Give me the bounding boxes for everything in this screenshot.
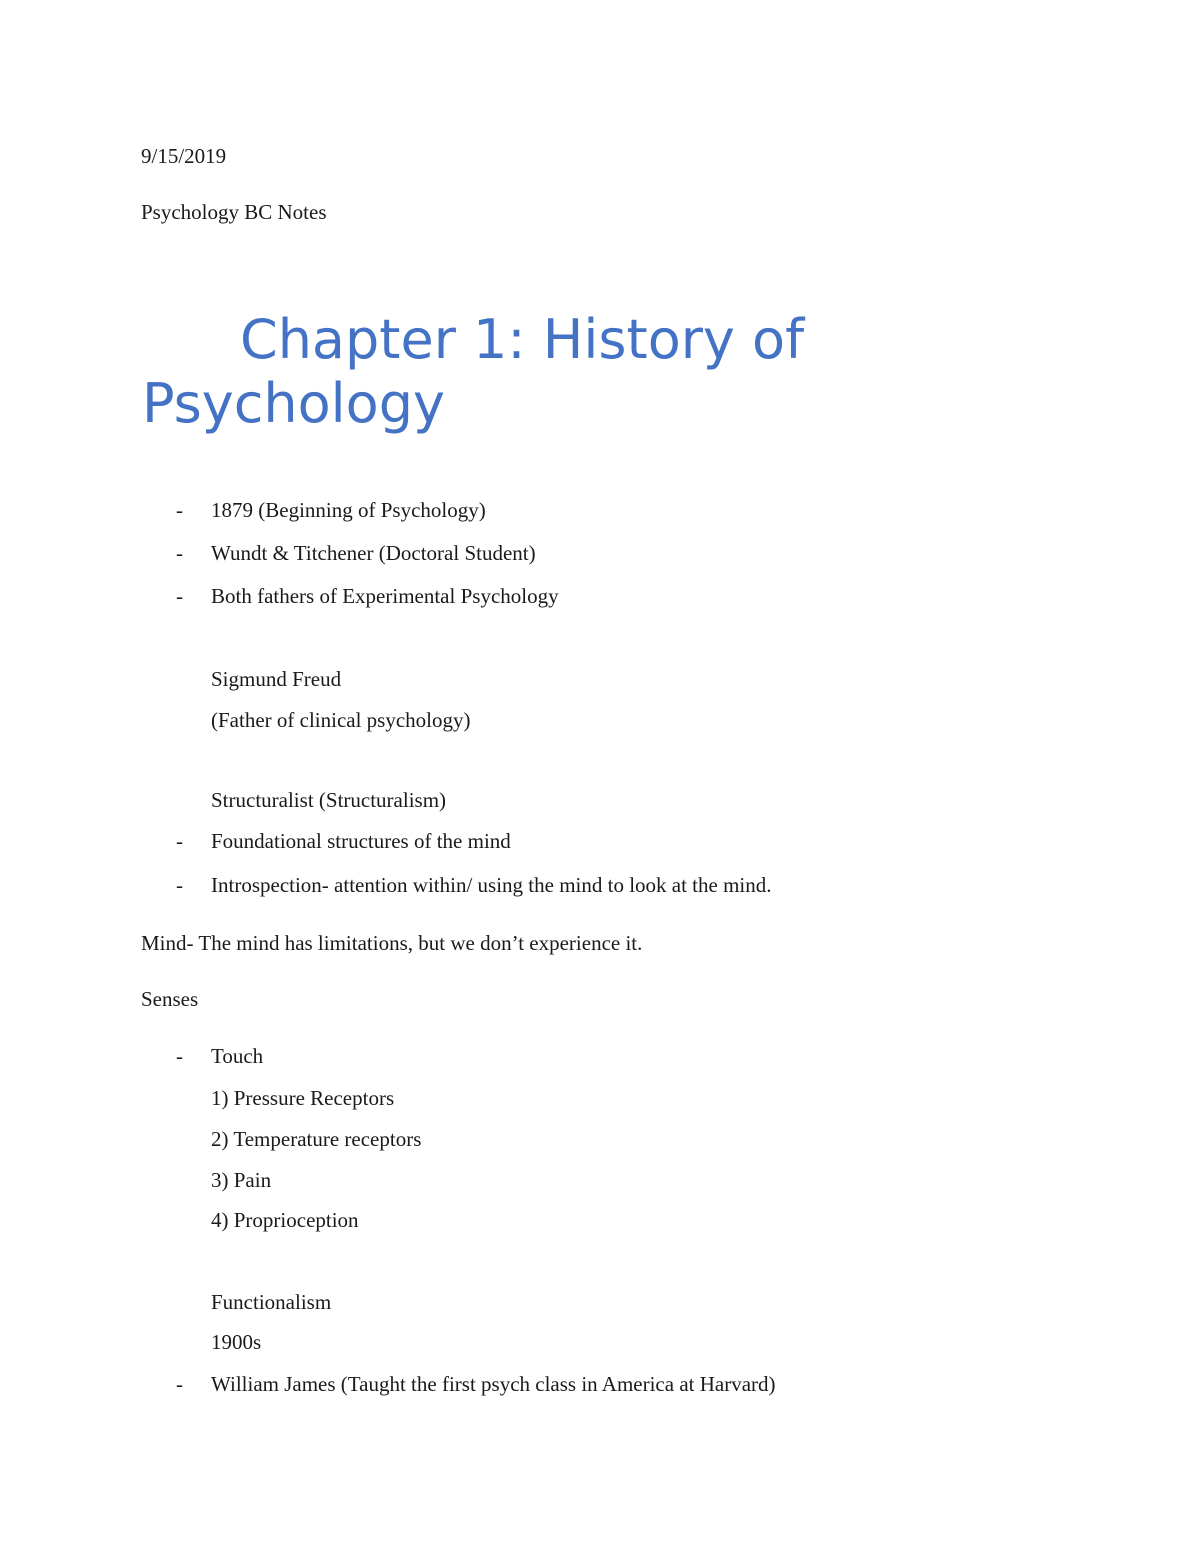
chapter-heading xyxy=(142,308,804,436)
touch-label: Touch xyxy=(211,1044,264,1068)
list-item: William James (Taught the first psych class in America at Harvard) xyxy=(211,1372,776,1396)
chapter-heading-line-1: Chapter 1: History of xyxy=(240,308,805,371)
touch-item: 3) Pain xyxy=(211,1168,272,1192)
bullet-dash: - xyxy=(176,541,183,565)
touch-item: 4) Proprioception xyxy=(211,1208,359,1232)
bullet-dash: - xyxy=(176,1044,183,1068)
bullet-dash: - xyxy=(176,829,183,853)
freud-name: Sigmund Freud xyxy=(211,667,342,691)
list-item: Introspection- attention within/ using the mind to look at the mind. xyxy=(211,873,772,897)
list-item: 1879 (Beginning of Psychology) xyxy=(211,498,486,522)
touch-item: 1) Pressure Receptors xyxy=(211,1086,395,1110)
list-item: Wundt & Titchener (Doctoral Student) xyxy=(211,541,536,565)
bullet-dash: - xyxy=(176,498,183,522)
mind-line: Mind- The mind has limitations, but we don’t experience it. xyxy=(141,931,643,955)
bullet-dash: - xyxy=(176,584,183,608)
list-item: Both fathers of Experimental Psychology xyxy=(211,584,559,608)
touch-item: 2) Temperature receptors xyxy=(211,1127,422,1151)
functionalism-heading: Functionalism xyxy=(211,1290,332,1314)
chapter-heading-line-2: Psychology xyxy=(142,372,445,435)
date-text: 9/15/2019 xyxy=(141,144,227,168)
list-item: Foundational structures of the mind xyxy=(211,829,511,853)
bullet-dash: - xyxy=(176,873,183,897)
structuralism-heading: Structuralist (Structuralism) xyxy=(211,788,447,812)
freud-note: (Father of clinical psychology) xyxy=(211,708,471,732)
senses-heading: Senses xyxy=(141,987,199,1011)
course-title: Psychology BC Notes xyxy=(141,200,327,224)
bullet-dash: - xyxy=(176,1372,183,1396)
functionalism-year: 1900s xyxy=(211,1330,262,1354)
